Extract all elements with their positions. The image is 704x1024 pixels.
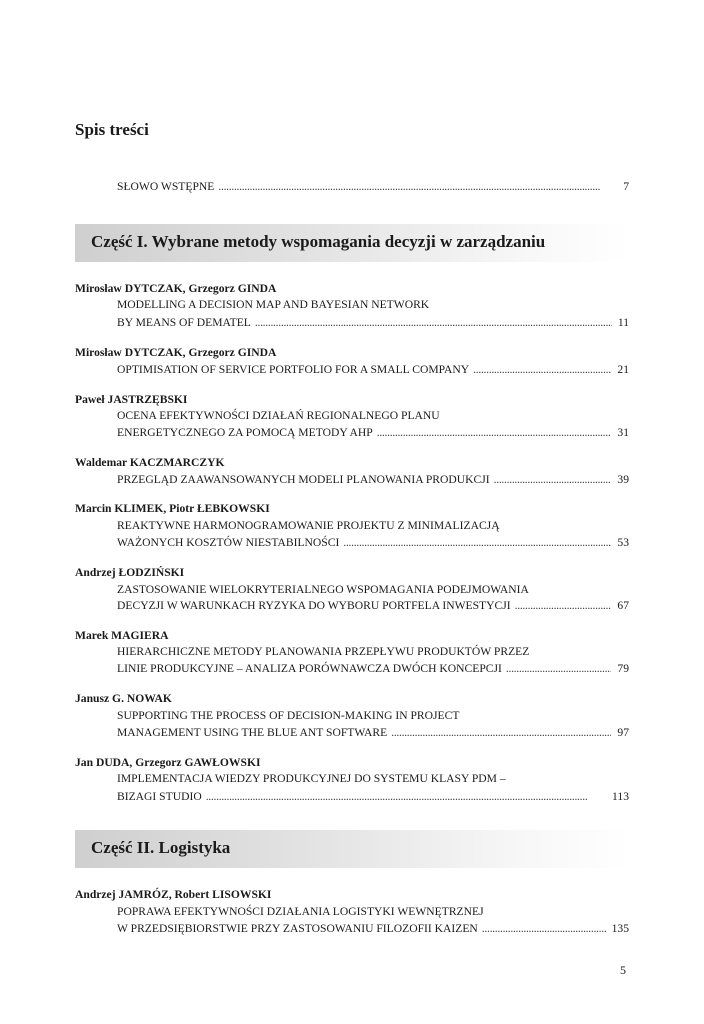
page-ref: 53	[617, 536, 629, 549]
page-ref: 135	[611, 922, 629, 935]
entry-title-line: OPTIMISATION OF SERVICE PORTFOLIO FOR A SMALL COMPANY	[117, 363, 470, 376]
entry-authors: Jan DUDA, Grzegorz GAWŁOWSKI	[75, 756, 261, 769]
part-heading-1	[75, 224, 630, 262]
entry-title-line[interactable]: REAKTYWNE HARMONOGRAMOWANIE PROJEKTU Z MINIMALIZACJĄ	[117, 519, 500, 532]
entry-title-line: WAŻONYCH KOSZTÓW NIESTABILNOŚCI	[117, 536, 340, 549]
page-ref: 79	[617, 662, 629, 675]
entry-title-line[interactable]: ZASTOSOWANIE WIELOKRYTERIALNEGO WSPOMAGANIA PODEJMOWANIA	[117, 583, 529, 596]
part-title: Część I. Wybrane metody wspomagania decyzji w zarządzaniu	[91, 232, 546, 251]
page-ref: 21	[617, 363, 629, 376]
entry-authors: Janusz G. NOWAK	[75, 692, 172, 705]
page-ref: 97	[617, 726, 629, 739]
dot-leader	[255, 315, 612, 331]
entry-title-line[interactable]: HIERARCHICZNE METODY PLANOWANIA PRZEPŁYWU PRODUKTÓW PRZEZ	[117, 645, 530, 658]
preface-label: SŁOWO WSTĘPNE	[117, 180, 215, 193]
toc-entry[interactable]	[117, 315, 629, 331]
dot-leader	[343, 535, 611, 551]
part-title: Część II. Logistyka	[91, 838, 231, 857]
toc-entry[interactable]	[117, 472, 629, 488]
entry-authors: Paweł JASTRZĘBSKI	[75, 393, 188, 406]
dot-leader	[206, 789, 606, 805]
entry-title-line: PRZEGLĄD ZAAWANSOWANYCH MODELI PLANOWANIA PRODUKCJI	[117, 473, 490, 486]
page-ref: 11	[617, 316, 629, 329]
entry-title-line[interactable]: POPRAWA EFEKTYWNOŚCI DZIAŁANIA LOGISTYKI WEWNĘTRZNEJ	[117, 905, 484, 918]
dot-leader	[377, 425, 612, 441]
entry-title-line: MANAGEMENT USING THE BLUE ANT SOFTWARE	[117, 726, 388, 739]
entry-title-line[interactable]: MODELLING A DECISION MAP AND BAYESIAN NETWORK	[117, 298, 430, 311]
dot-leader	[494, 472, 612, 488]
entry-title-line: DECYZJI W WARUNKACH RYZYKA DO WYBORU PORTFELA INWESTYCJI	[117, 599, 511, 612]
toc-entry[interactable]	[117, 789, 629, 805]
entry-title-line: BIZAGI STUDIO	[117, 790, 202, 803]
dot-leader	[506, 661, 612, 677]
part-heading-2	[75, 830, 630, 868]
page-ref: 113	[612, 790, 629, 803]
entry-authors: Waldemar KACZMARCZYK	[75, 456, 225, 469]
entry-title-line: W PRZEDSIĘBIORSTWIE PRZY ZASTOSOWANIU FILOZOFII KAIZEN	[117, 922, 478, 935]
entry-authors: Mirosław DYTCZAK, Grzegorz GINDA	[75, 346, 277, 359]
toc-entry[interactable]	[117, 535, 629, 551]
entry-title-line[interactable]: OCENA EFEKTYWNOŚCI DZIAŁAŃ REGIONALNEGO PLANU	[117, 409, 440, 422]
toc-entry[interactable]	[117, 425, 629, 441]
page-ref: 7	[623, 180, 629, 193]
toc-entry[interactable]	[117, 661, 629, 677]
page-title: Spis treści	[75, 120, 149, 139]
toc-entry[interactable]	[117, 362, 629, 378]
page-number: 5	[620, 963, 626, 977]
dot-leader	[218, 179, 617, 195]
toc-entry[interactable]	[117, 921, 629, 937]
entry-authors: Marcin KLIMEK, Piotr ŁEBKOWSKI	[75, 502, 270, 515]
entry-title-line[interactable]: SUPPORTING THE PROCESS OF DECISION-MAKING IN PROJECT	[117, 709, 460, 722]
entry-title-line[interactable]: IMPLEMENTACJA WIEDZY PRODUKCYJNEJ DO SYSTEMU KLASY PDM –	[117, 772, 506, 785]
dot-leader	[473, 362, 611, 378]
page-ref: 31	[617, 426, 629, 439]
entry-authors: Andrzej ŁODZIŃSKI	[75, 566, 185, 579]
entry-authors: Marek MAGIERA	[75, 629, 169, 642]
dot-leader	[515, 598, 612, 614]
dot-leader	[482, 921, 606, 937]
page-ref: 67	[617, 599, 629, 612]
toc-entry-preface[interactable]	[117, 179, 629, 195]
dot-leader	[391, 725, 611, 741]
entry-title-line: BY MEANS OF DEMATEL	[117, 316, 251, 329]
toc-entry[interactable]	[117, 725, 629, 741]
entry-authors: Mirosław DYTCZAK, Grzegorz GINDA	[75, 282, 277, 295]
entry-authors: Andrzej JAMRÓZ, Robert LISOWSKI	[75, 888, 272, 901]
toc-entry[interactable]	[117, 598, 629, 614]
page-ref: 39	[617, 473, 629, 486]
entry-title-line: LINIE PRODUKCYJNE – ANALIZA PORÓWNAWCZA DWÓCH KONCEPCJI	[117, 662, 502, 675]
entry-title-line: ENERGETYCZNEGO ZA POMOCĄ METODY AHP	[117, 426, 373, 439]
